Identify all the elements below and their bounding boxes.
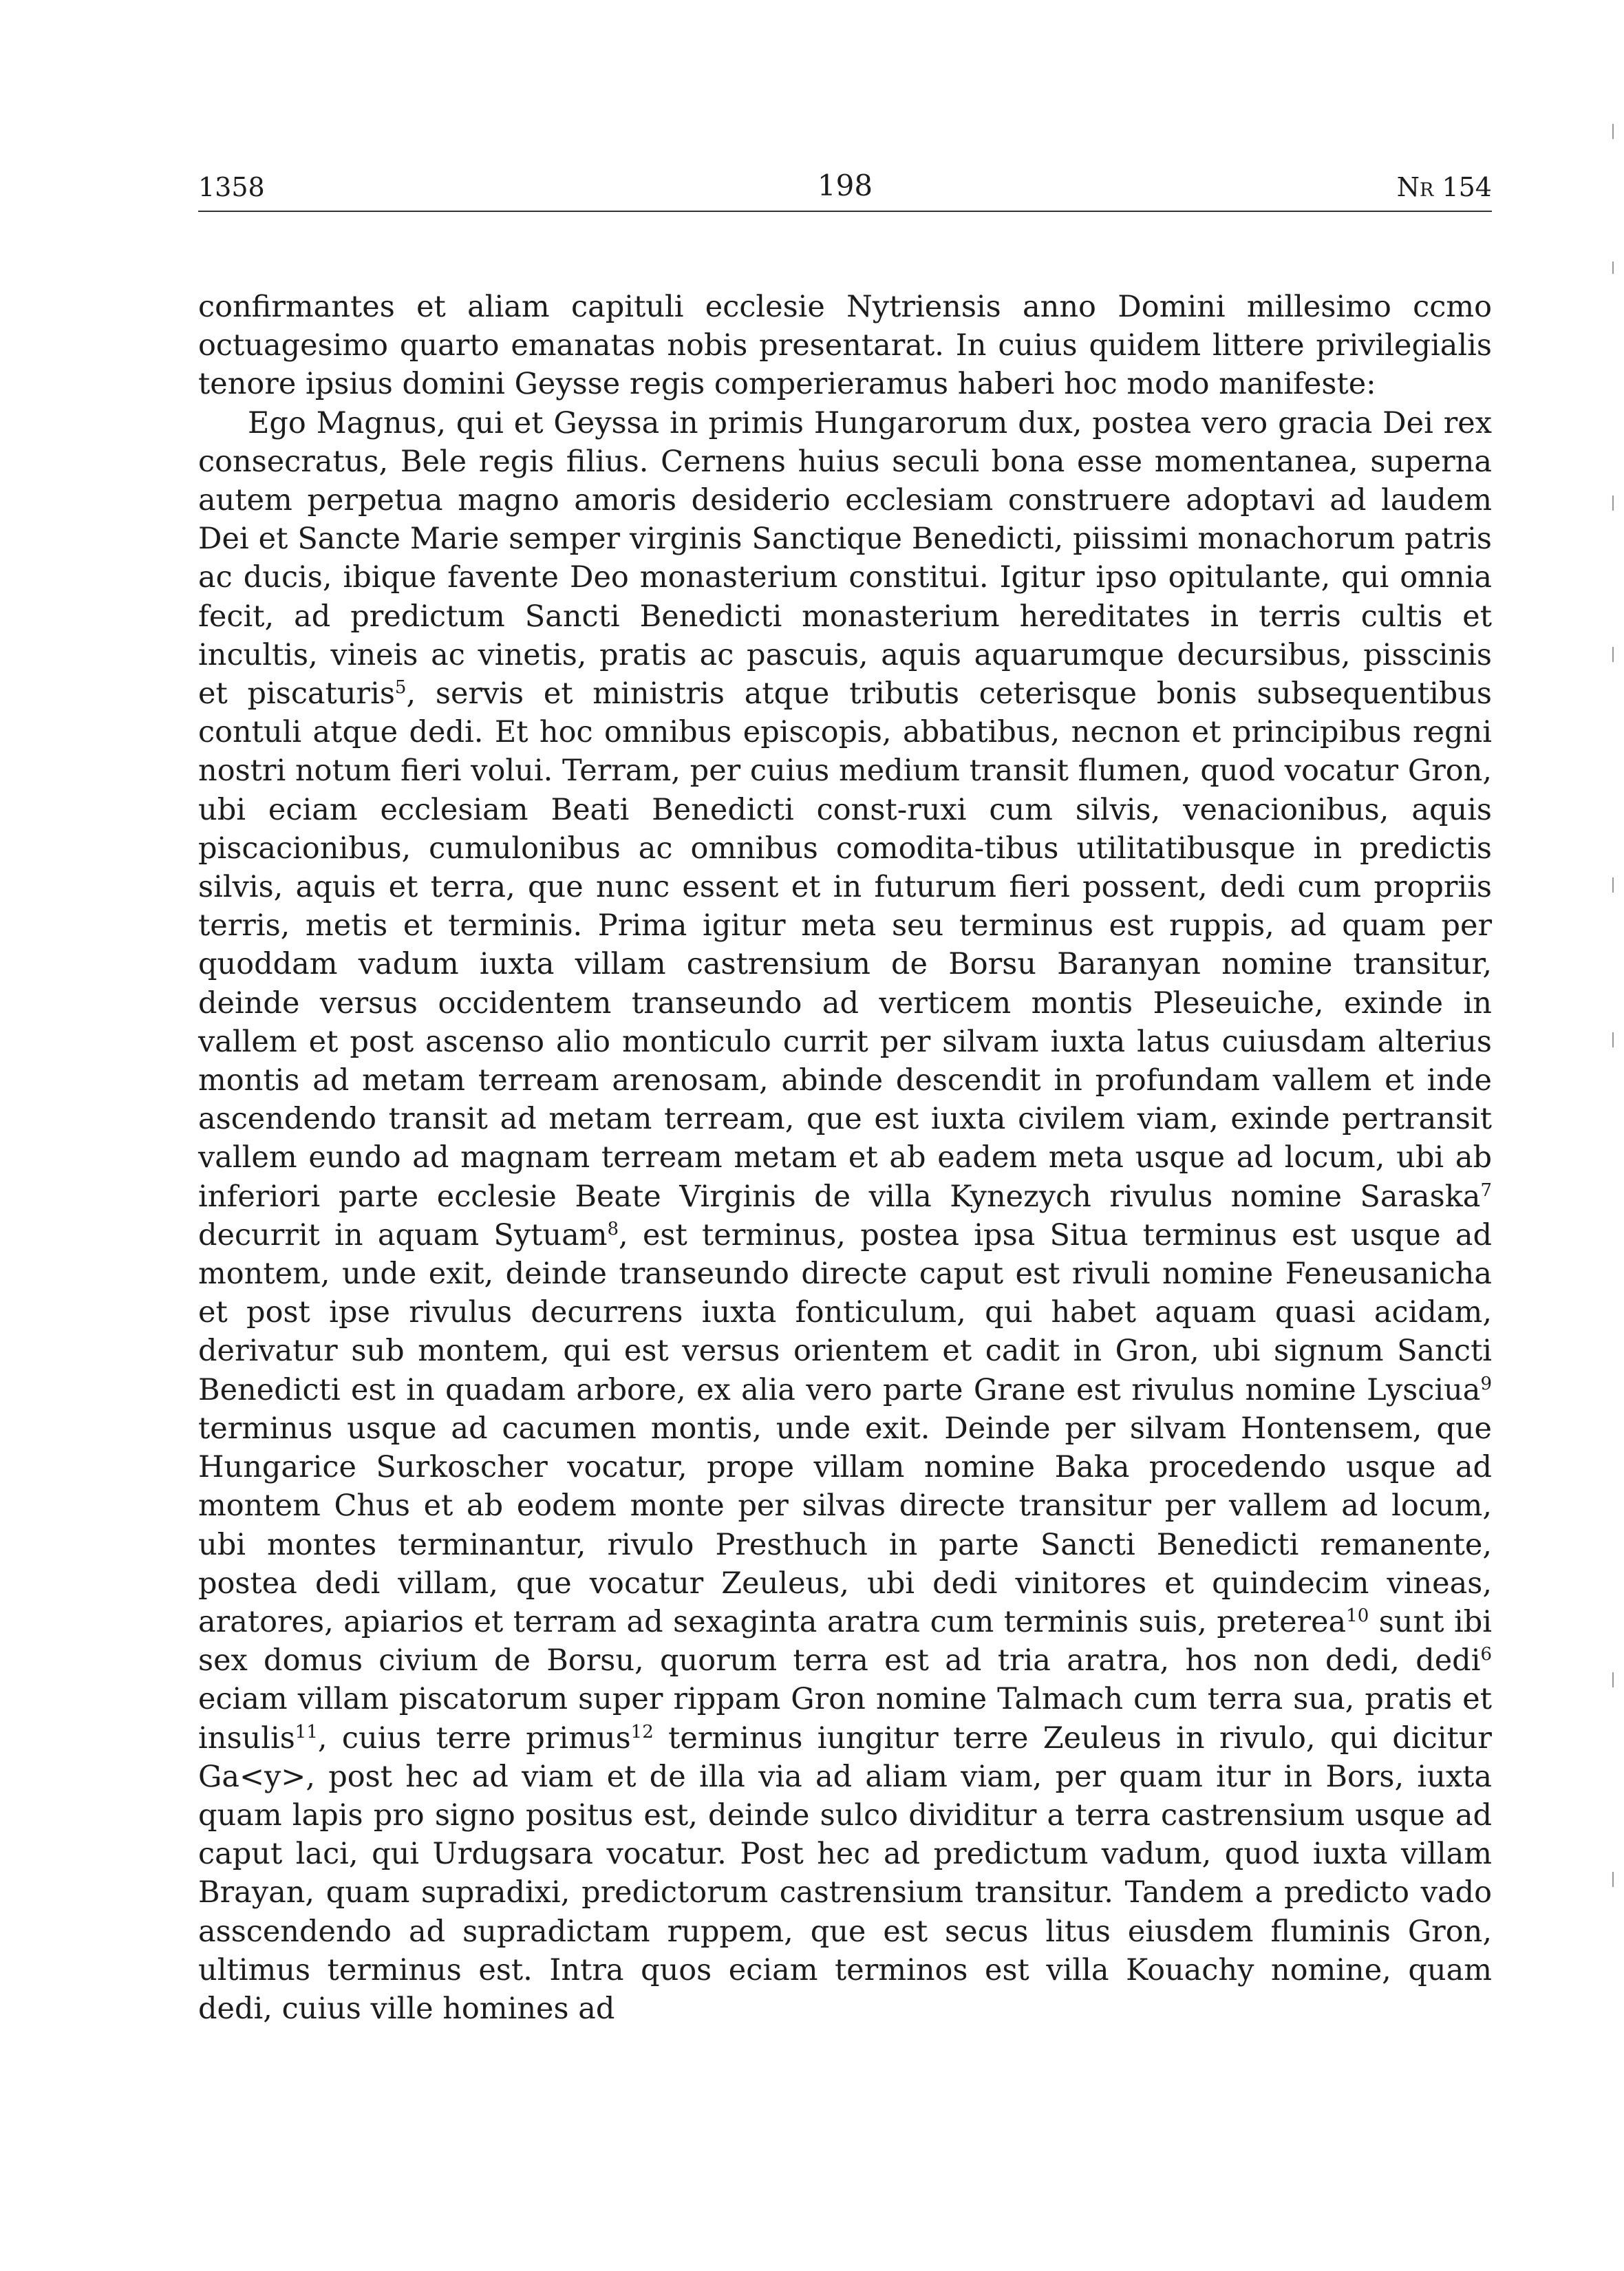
header-year: 1358 [198, 172, 265, 202]
text-run: terminus iungitur terre Zeuleus in rivulo, qui dicitur Ga<y>, post hec ad viam et de illa via ad aliam viam, per quam itur in Bors, iuxta quam lapis pro signo positus est, deinde sulco dividitur a terra castrensium usque ad caput laci, qui Urdugsara vocatur. Post hec ad predictum vadum, quod iuxta villam Brayan, quam supradixi, predictorum castrensium transitur. Tandem a predicto vado asscendendo ad supradictam ruppem, que est secus litus eiusdem fluminis Gron, ultimus terminus est. Intra quos eciam terminos est villa Kouachy nomine, quam dedi, cuius ville homines ad [198, 1720, 1492, 2026]
text-run: eciam villam piscatorum super rippam Gron nomine Talmach cum terra sua, pratis et insulis [198, 1682, 1492, 1756]
footnote-marker: 8 [607, 1218, 619, 1239]
text-run: , cuius terre primus [317, 1720, 631, 1756]
text-run: sunt ibi sex domus civium de Borsu, quorum terra est ad tria aratra, hos non dedi, dedi [198, 1604, 1492, 1678]
footnote-marker: 12 [630, 1721, 654, 1742]
scan-edge-mark [1612, 1032, 1614, 1047]
footnote-marker: 5 [394, 677, 407, 699]
scan-edge-mark [1612, 647, 1614, 662]
paragraph [198, 404, 1492, 2029]
footnote-marker: 10 [1346, 1605, 1369, 1626]
footnote-marker: 6 [1480, 1644, 1492, 1665]
footnote-marker: 7 [1480, 1180, 1492, 1201]
text-run: decurrit in aquam Sytuam [198, 1217, 608, 1252]
footnote-marker: 11 [295, 1721, 318, 1742]
scan-edge-mark [1612, 1872, 1614, 1887]
text-run: terminus usque ad cacumen montis, unde exit. Deinde per silvam Hontensem, que Hungarice Surkoscher vocatur, prope villam nomine Baka procedendo usque ad montem Chus et ab eodem monte per silvas directe transitur per vallem ad locum, ubi montes terminantur, rivulo Presthuch in parte Sancti Benedicti remanente, postea dedi villam, que vocatur Zeuleus, ubi dedi vinitores et quindecim vineas, aratores, apiarios et terram ad sexaginta aratra cum terminis suis, preterea [198, 1411, 1492, 1639]
scan-edge-mark [1612, 877, 1614, 893]
document-number: Nr 154 [1396, 172, 1492, 202]
scan-edge-mark [1612, 124, 1614, 139]
text-run: confirmantes et aliam capituli ecclesie Nytriensis anno Domini millesimo ccmo octuagesimo quarto emanatas nobis presentarat. In cuius quidem littere privilegialis tenore ipsius domini Geysse regis comperieramus haberi hoc modo manifeste: [198, 290, 1492, 402]
footnote-marker: 9 [1480, 1373, 1492, 1394]
text-run: Ego Magnus, qui et Geyssa in primis Hungarorum dux, postea vero gracia Dei rex consecratus, Bele regis filius. Cernens huius seculi bona esse momentanea, superna autem perpetua magno amoris desiderio ecclesiam construere adoptavi ad laudem Dei et Sancte Marie semper virginis Sanctique Benedicti, piissimi monachorum patris ac ducis, ibique favente Deo monasterium constitui. Igitur ipso opitulante, qui omnia fecit, ad predictum Sancti Benedicti monasterium hereditates in terris cultis et incultis, vineis ac vinetis, pratis ac pascuis, aquis aquarumque decursibus, pisscinis et piscaturis [198, 405, 1492, 712]
text-run: , est terminus, postea ipsa Situa terminus est usque ad montem, unde exit, deinde transeundo directe caput est rivuli nomine Feneusanicha et post ipse rivulus decurrens iuxta fonticulum, qui habet aquam quasi acidam, derivatur sub montem, qui est versus orientem et cadit in Gron, ubi signum Sancti Benedicti est in quadam arbore, ex alia vero parte Grane est rivulus nomine Lysciua [198, 1217, 1492, 1407]
scan-edge-mark [1612, 495, 1614, 511]
text-run: , servis et ministris atque tributis ceterisque bonis subsequentibus contuli atque dedi. Et hoc omnibus episcopis, abbatibus, necnon et principibus regni nostri notum fieri volui. Terram, per cuius medium transit flumen, quod vocatur Gron, ubi eciam ecclesiam Beati Benedicti const-ruxi cum silvis, venacionibus, aquis piscacionibus, cumulonibus ac omnibus comodita-tibus utilitatibusque in predictis silvis, aquis et terra, que nunc essent et in futurum fieri possent, dedi cum propriis terris, metis et terminis. Prima igitur meta seu terminus est ruppis, ad quam per quoddam vadum iuxta villam castrensium de Borsu Baranyan nomine transitur, deinde versus occidentem transeundo ad verticem montis Pleseuiche, exinde in vallem et post ascenso alio monticulo currit per silvam iuxta latus cuiusdam alterius montis ad metam terream arenosam, abinde descendit in profundam vallem et inde ascendendo transit ad metam terream, que est iuxta civilem viam, exinde pertransit vallem eundo ad magnam terream metam et ab eadem meta usque ad locum, ubi ab inferiori parte ecclesie Beate Virginis de villa Kynezych rivulus nomine Saraska [198, 676, 1492, 1214]
page-number: 198 [817, 169, 873, 202]
header-rule [198, 211, 1492, 212]
paragraph [198, 288, 1492, 404]
scan-edge-mark [1612, 262, 1614, 274]
body-text [198, 288, 1492, 2028]
page-header [198, 162, 1492, 211]
scan-edge-mark [1612, 1672, 1614, 1687]
